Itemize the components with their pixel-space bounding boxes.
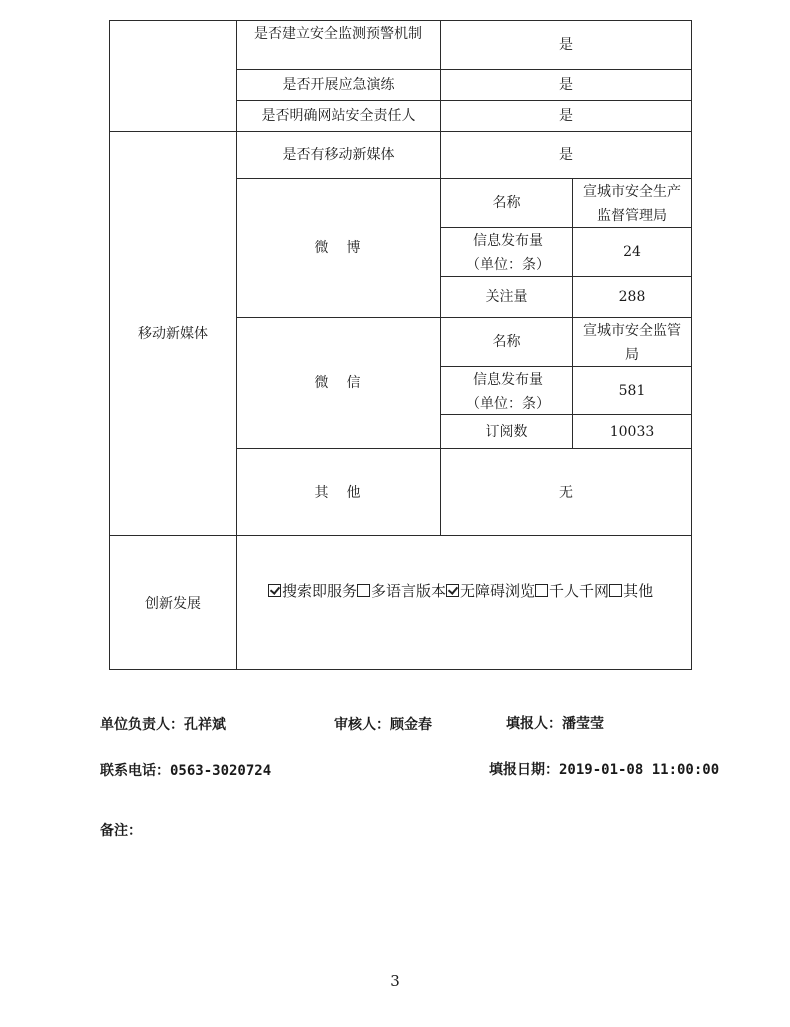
innovation-option[interactable]: 千人千网 [535,582,609,600]
wechat-name-value: 宣城市安全监管局 [583,323,681,363]
fill-date-value: 2019-01-08 11:00:00 [559,762,720,778]
innovation-option[interactable]: 其他 [609,582,653,600]
unit-head-name: 孔祥斌 [184,717,226,733]
innovation-option[interactable]: 无障碍浏览 [446,582,535,600]
wechat-subscribers-value: 10033 [609,424,655,440]
innovation-section-label: 创新发展 [145,596,201,612]
wechat-posts-label: 信息发布量（单位：条） [466,372,550,412]
security-officer-question: 是否明确网站安全责任人 [261,108,416,124]
mobile-media-section-label: 移动新媒体 [138,326,208,342]
filler: 填报人：潘莹莹 [506,716,604,732]
innovation-options [268,580,653,602]
checkbox-unchecked-icon[interactable] [535,584,548,597]
checkbox-unchecked-icon[interactable] [609,584,622,597]
emergency-drill-question: 是否开展应急演练 [282,77,395,93]
other-media-label: 其 他 [314,485,363,501]
wechat-name-label: 名称 [492,334,521,350]
contact-phone: 联系电话：0563-3020724 [100,763,272,779]
fill-date: 填报日期：2019-01-08 11:00:00 [489,762,720,778]
weibo-name-label: 名称 [492,195,521,211]
checkbox-checked-icon[interactable] [446,584,459,597]
filler-name: 潘莹莹 [562,716,604,732]
weibo-followers-label: 关注量 [485,289,528,305]
innovation-option[interactable]: 搜索即服务 [268,582,357,600]
weibo-posts-value: 24 [623,244,641,260]
weibo-label: 微 博 [314,240,363,256]
weibo-posts-label: 信息发布量（单位：条） [466,233,550,273]
wechat-subscribers-label: 订阅数 [485,424,528,440]
weibo-name-value: 宣城市安全生产监督管理局 [583,184,681,224]
wechat-posts-value: 581 [618,383,646,399]
page-number: 3 [390,972,400,990]
emergency-drill-answer: 是 [559,77,573,93]
unit-head: 单位负责人：孔祥斌 [100,717,226,733]
has-mobile-media-answer: 是 [559,147,573,163]
contact-phone-value: 0563-3020724 [170,763,272,779]
remarks-label: 备注： [100,823,142,839]
monitoring-warning-question: 是否建立安全监测预警机制 [254,26,422,42]
security-officer-answer: 是 [559,108,573,124]
checkbox-checked-icon[interactable] [268,584,281,597]
checkbox-unchecked-icon[interactable] [357,584,370,597]
monitoring-warning-answer: 是 [559,37,573,53]
innovation-option[interactable]: 多语言版本 [357,582,446,600]
weibo-followers-value: 288 [618,289,646,305]
reviewer-name: 顾金春 [390,717,432,733]
wechat-label: 微 信 [314,375,363,391]
other-media-value: 无 [559,485,573,501]
reviewer: 审核人：顾金春 [334,717,432,733]
has-mobile-media-question: 是否有移动新媒体 [282,147,395,163]
